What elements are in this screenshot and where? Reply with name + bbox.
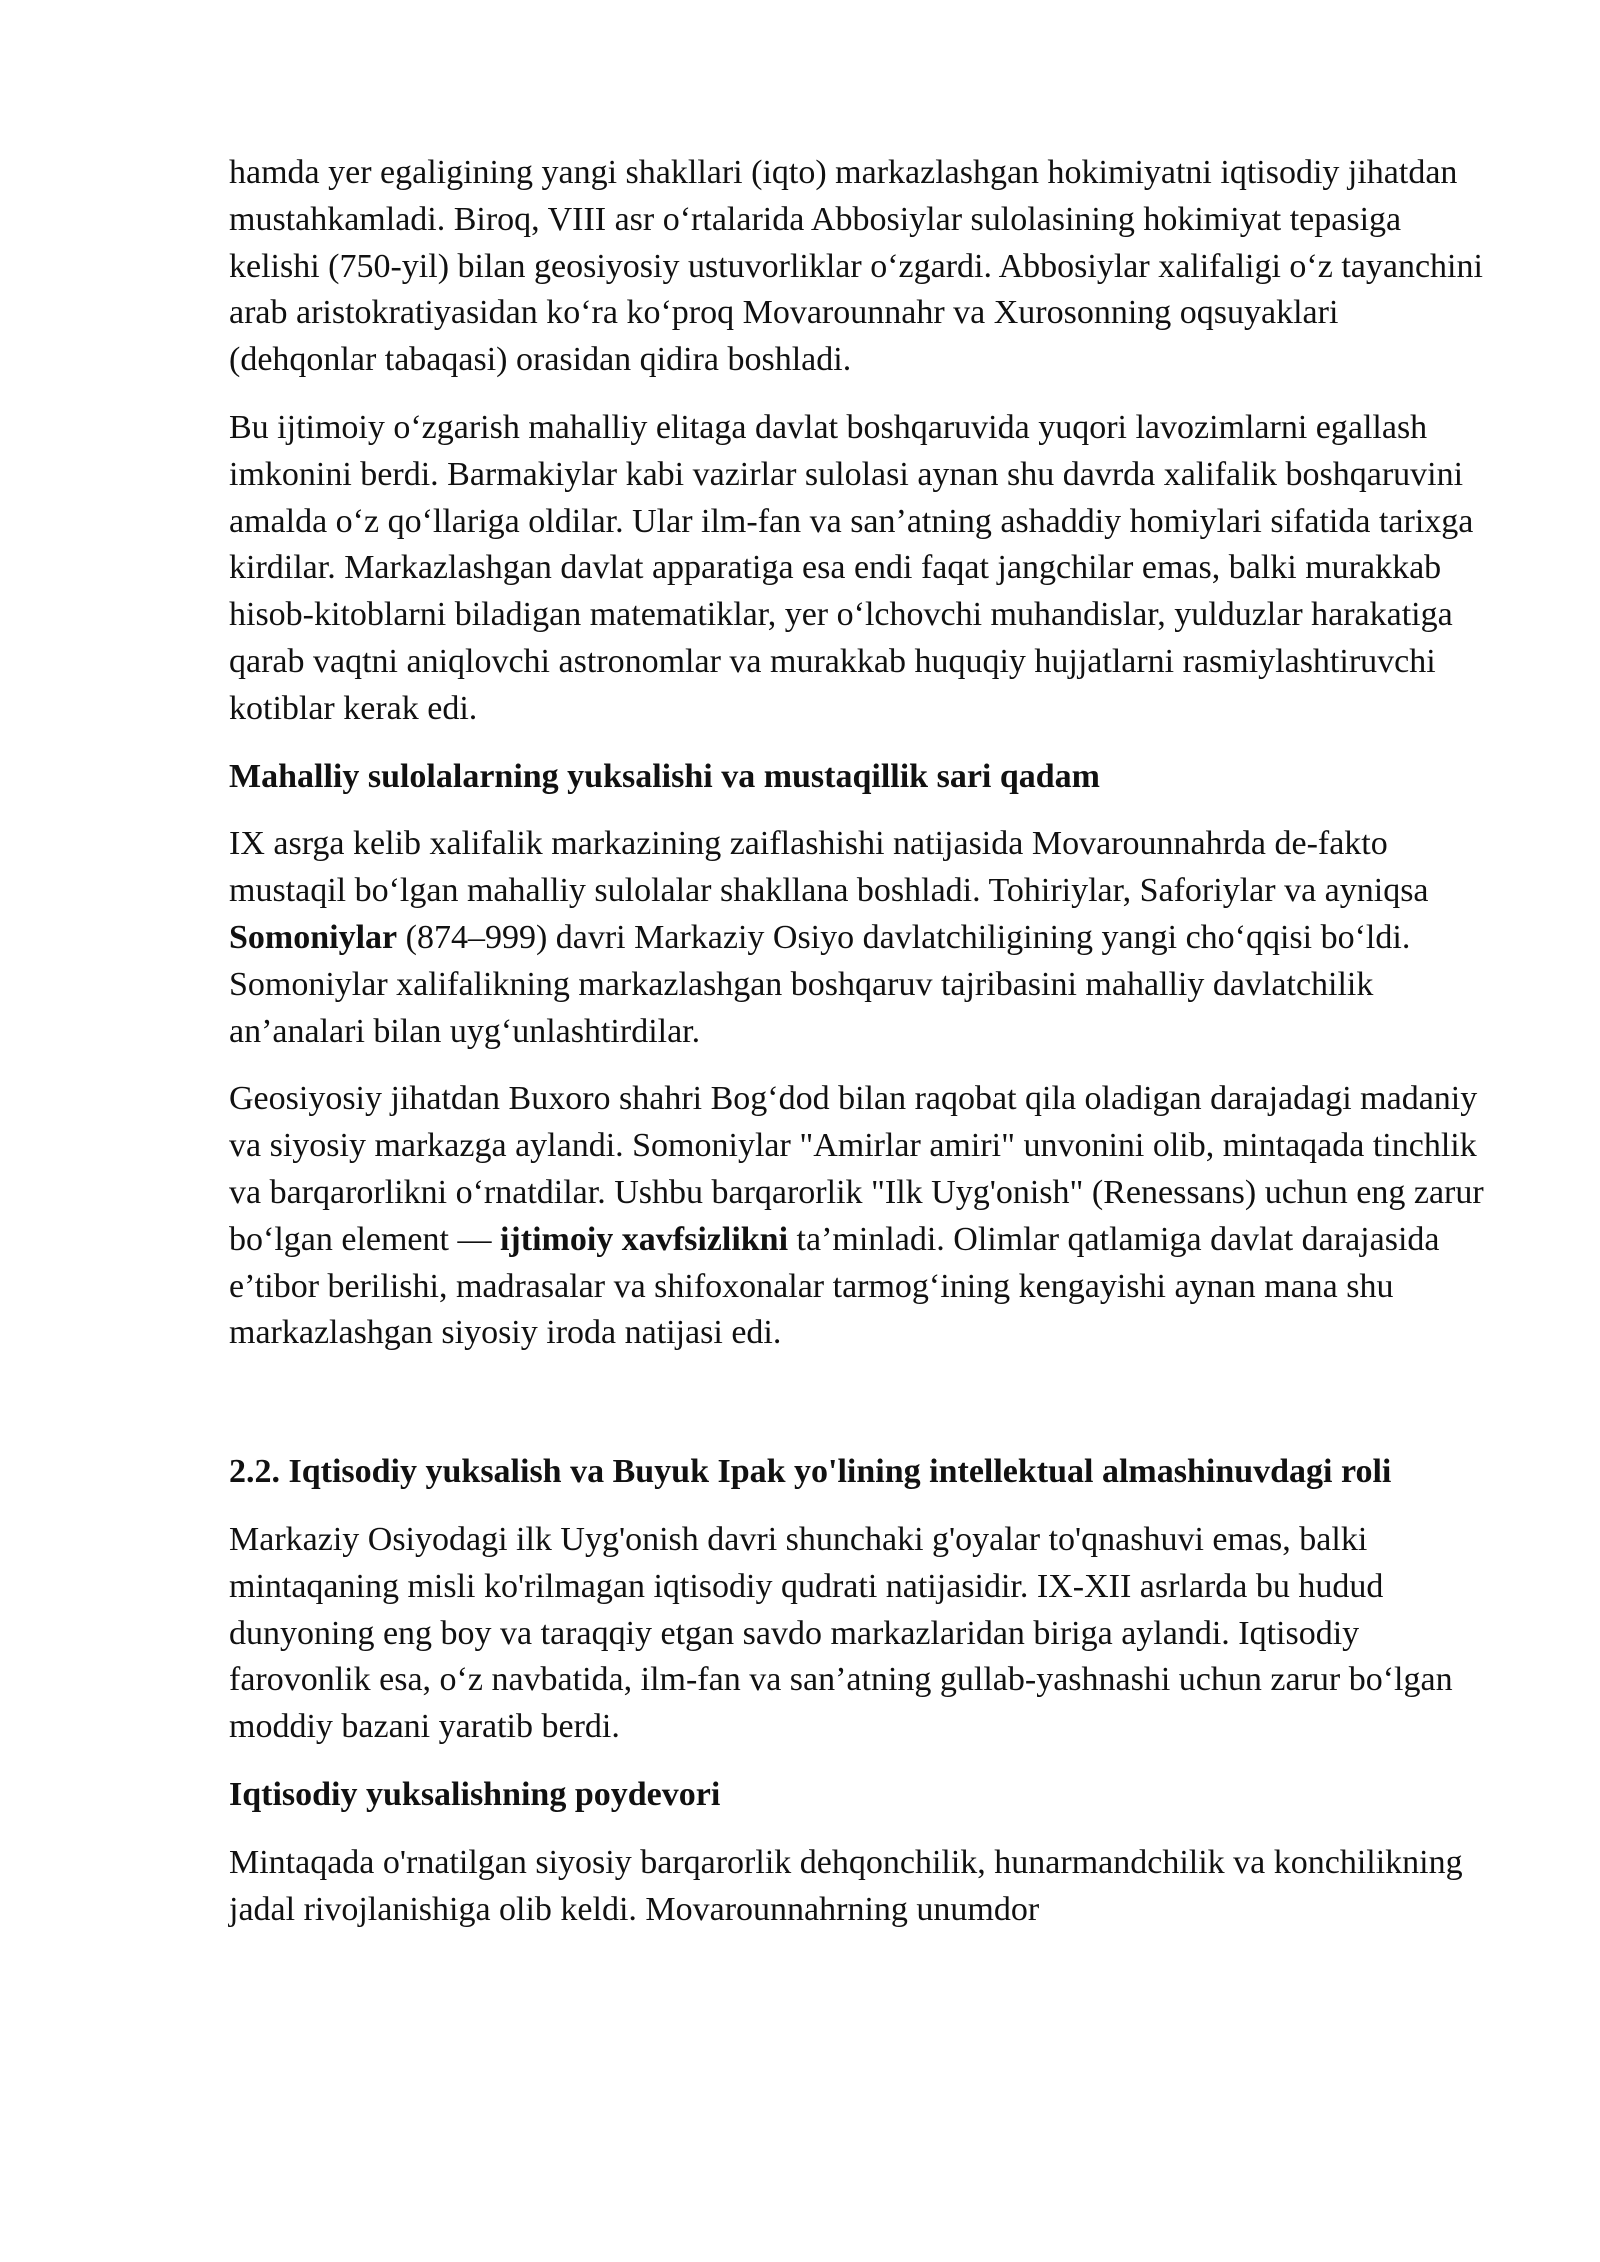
paragraph-stability: Mintaqada o'rnatilgan siyosiy barqarorlik dehqonchilik, hunarmandchilik va konchilikning jadal rivojlanishiga olib keldi. Movarounnahrning unumdor — [229, 1843, 1463, 1928]
bold-term-social-security: ijtimoiy xavfsizlikni — [499, 1220, 789, 1258]
paragraph-economic-power: Markaziy Osiyodagi ilk Uyg'onish davri shunchaki g'oyalar to'qnashuvi emas, balki mintaqaning misli ko'rilmagan iqtisodiy qudrati natijasidir. IX-XII asrlarda bu hudud dunyoning eng boy va taraqqiy etgan savdo markazlaridan biriga aylandi. Iqtisodiy farovonlik esa, o‘z navbatida, ilm-fan va san’atning gullab-yashnashi uchun zarur bo‘lgan moddiy bazani yaratib berdi. — [229, 1520, 1453, 1746]
subheading-local-dynasties: Mahalliy sulolalarning yuksalishi va mustaqillik sari qadam — [229, 757, 1101, 795]
paragraph-bukhara — [229, 1076, 1491, 1357]
bold-term-samanids: Somoniylar — [229, 918, 398, 956]
paragraph-bukhara-text-start: Geosiyosiy jihatdan Buxoro shahri Bog‘dod bilan raqobat qila oladigan darajadagi madaniy va siyosiy markazga aylandi. Somoniylar "Amirlar amiri" unvonini olib, mintaqada tinchlik va barqarorlikni o‘rnatdilar. Ushbu barqarorlik "Ilk Uyg'onish" (Renessans) uchun eng zarur bo‘lgan element — — [229, 1080, 1484, 1258]
section-heading-2-2: 2.2. Iqtisodiy yuksalish va Buyuk Ipak yo'lining intellektual almashinuvdagi roli — [229, 1453, 1392, 1491]
paragraph-bukhara-text-end: ta’minladi. Olimlar qatlamiga davlat darajasida e’tibor berilishi, madrasalar va shifoxonalar tarmog‘ining kengayishi aynan mana shu markazlashgan siyosiy iroda natijasi edi. — [229, 1220, 1440, 1352]
paragraph-local-elite: Bu ijtimoiy o‘zgarish mahalliy elitaga davlat boshqaruvida yuqori lavozimlarni egallash imkonini berdi. Barmakiylar kabi vazirlar sulolasi aynan shu davrda xalifalik boshqaruvini amalda o‘z qo‘llariga oldilar. Ular ilm-fan va san’atning ashaddiy homiylari sifatida tarixga kirdilar. Markazlashgan davlat apparatiga esa endi faqat jangchilar emas, balki murakkab hisob-kitoblarni biladigan matematiklar, yer o‘lchovchi muhandislar, yulduzlar harakatiga qarab vaqtni aniqlovchi astronomlar va murakkab huquqiy hujjatlarni rasmiylashtiruvchi kotiblar kerak edi. — [229, 408, 1474, 727]
subheading-economic-foundation: Iqtisodiy yuksalishning poydevori — [229, 1775, 721, 1813]
paragraph-samanids-text-start: IX asrga kelib xalifalik markazining zaiflashishi natijasida Movarounnahrda de-fakto mustaqil bo‘lgan mahalliy sulolalar shakllana boshladi. Tohiriylar, Saforiylar va ayniqsa — [229, 825, 1429, 910]
paragraph-samanids — [229, 821, 1491, 1055]
paragraph-abbasid-shift: hamda yer egaligining yangi shakllari (iqto) markazlashgan hokimiyatni iqtisodiy jihatdan mustahkamladi. Biroq, VIII asr o‘rtalarida Abbosiylar sulolasining hokimiyat tepasiga kelishi (750-yil) bilan geosiyosiy ustuvorliklar o‘zgardi. Abbosiylar xalifaligi o‘z tayanchini arab aristokratiyasidan ko‘ra ko‘proq Movarounnahr va Xurosonning oqsuyaklari (dehqonlar tabaqasi) orasidan qidira boshladi. — [229, 154, 1483, 379]
document-page — [229, 150, 1491, 1954]
paragraph-samanids-text-end: (874–999) davri Markaziy Osiyo davlatchiligining yangi cho‘qqisi bo‘ldi. Somoniylar xalifalikning markazlashgan boshqaruv tajribasini mahalliy davlatchilik an’analari bilan uyg‘unlashtirdilar. — [229, 918, 1411, 1050]
